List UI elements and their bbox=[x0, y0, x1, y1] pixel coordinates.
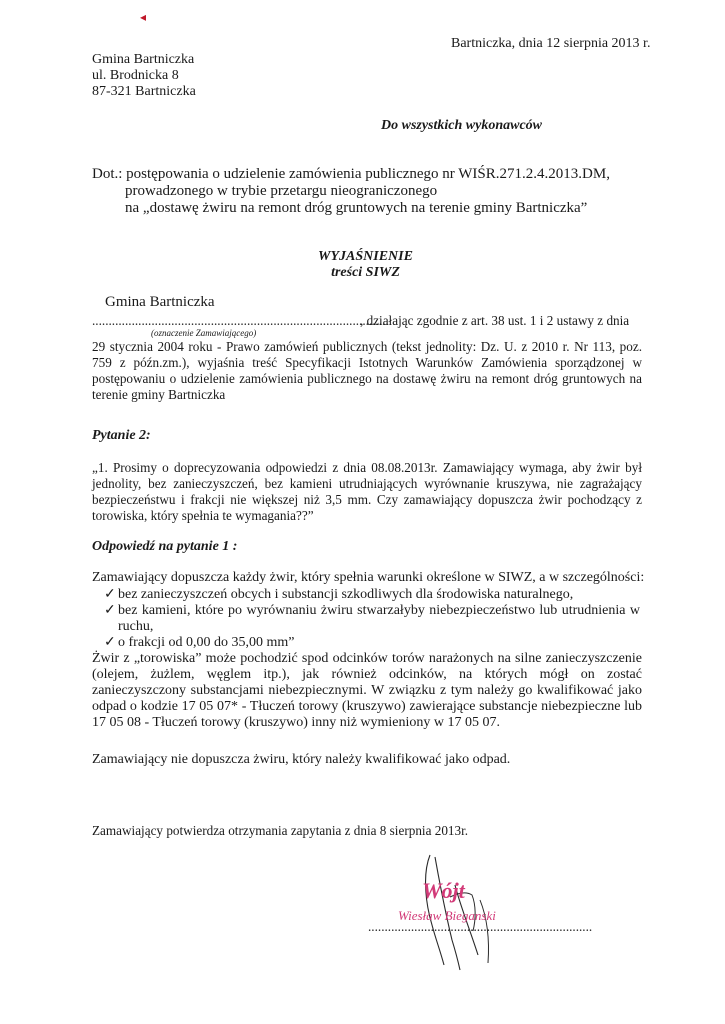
answer-list bbox=[104, 587, 640, 651]
signature-name-stamp: Wiesław Bieganski bbox=[398, 908, 496, 923]
check-icon: ✓ bbox=[104, 603, 116, 618]
signature-block bbox=[360, 845, 593, 975]
list-item bbox=[104, 587, 640, 603]
confirmation-note: Zamawiający potwierdza otrzymania zapytania z dnia 8 sierpnia 2013r. bbox=[92, 823, 469, 838]
answer-paragraph: Żwir z „torowiska” może pochodzić spod odcinków torów narażonych na silne zanieczyszczenie (olejem, żużlem, węglem itp.), jak również odcinków, na których mógł on zostać zanieczyszczony substancjami niebezpiecznymi. W związku z tym należy go kwalifikować jako odpad o kodzie 17 05 07* - Tłuczeń torowy (kruszywo) zawierające substancje niebezpieczne lub 17 05 08 - Tłuczeń torowy (kruszywo) inny niż wymieniony w 17 05 07. bbox=[92, 651, 642, 730]
sender-street: ul. Brodnicka 8 bbox=[92, 68, 179, 83]
margin-mark: ◂ bbox=[140, 10, 147, 24]
answer-intro: Zamawiający dopuszcza każdy żwir, który spełnia warunki określone w SIWZ, a w szczególności: bbox=[92, 570, 645, 585]
answer-closing: Zamawiający nie dopuszcza żwiru, który należy kwalifikować jako odpad. bbox=[92, 752, 511, 767]
signature-title-stamp: Wójt bbox=[422, 878, 465, 903]
intro-entity-caption: (oznaczenie Zamawiającego) bbox=[151, 328, 257, 338]
recipient: Do wszystkich wykonawców bbox=[381, 118, 543, 133]
subject-line-1: Dot.: postępowania o udzielenie zamówienia publicznego nr WIŚR.271.2.4.2013.DM, bbox=[92, 166, 610, 182]
list-item-text: o frakcji od 0,00 do 35,00 mm” bbox=[118, 635, 295, 650]
intro-body: 29 stycznia 2004 roku - Prawo zamówień publicznych (tekst jednolity: Dz. U. z 2010 r. Nr 113, poz. 759 z późn.zm.), wyjaśnia treść Specyfikacji Istotnych Warunków Zamówienia sporządzonej w postępowaniu o udzielenie zamówienia publicznego na dostawę żwiru na remont dróg gruntowych na terenie gminy Bartniczka bbox=[92, 339, 642, 402]
subject-line-2: prowadzonego w trybie przetargu nieograniczonego bbox=[125, 183, 438, 199]
question-label: Pytanie 2: bbox=[92, 428, 151, 443]
check-icon: ✓ bbox=[104, 587, 116, 602]
document-heading bbox=[0, 249, 725, 281]
check-icon: ✓ bbox=[104, 635, 116, 650]
heading-line-2: treści SIWZ bbox=[331, 265, 400, 280]
heading-line-1: WYJAŚNIENIE bbox=[318, 249, 413, 264]
intro-entity: Gmina Bartniczka bbox=[105, 294, 215, 310]
sender-block bbox=[92, 52, 196, 100]
list-item-text: bez zanieczyszczeń obcych i substancji szkodliwych dla środowiska naturalnego, bbox=[118, 587, 574, 602]
place-date: Bartniczka, dnia 12 sierpnia 2013 r. bbox=[451, 36, 651, 51]
sender-city: 87-321 Bartniczka bbox=[92, 84, 196, 99]
answer-label: Odpowiedź na pytanie 1 : bbox=[92, 539, 238, 554]
list-item bbox=[104, 603, 640, 635]
question-text: „1. Prosimy o doprecyzowania odpowiedzi z dnia 08.08.2013r. Zamawiający wymaga, aby żwir był jednolity, bez zanieczyszczeń, bez kamieni utrudniających wyrównanie kruszywa, nie zagrażający bezpieczeństwu i frakcji nie większej niż 3,5 mm. Czy zamawiający dopuszcza żwir pochodzący z torowiska, który spełnia te wymagania??” bbox=[92, 460, 642, 523]
signature-dots: .................................................................... bbox=[368, 919, 593, 934]
subject-line-3: na „dostawę żwiru na remont dróg gruntowych na terenie gminy Bartniczka” bbox=[125, 200, 588, 216]
subject-block bbox=[92, 166, 652, 217]
intro-acting: , działając zgodnie z art. 38 ust. 1 i 2 ustawy z dnia bbox=[360, 313, 630, 328]
list-item bbox=[104, 635, 640, 651]
intro-dots: .......................................................................................... bbox=[92, 313, 389, 328]
sender-name: Gmina Bartniczka bbox=[92, 52, 195, 67]
list-item-text: bez kamieni, które po wyrównaniu żwiru stwarzałyby niebezpieczeństwo lub utrudnienia w ruchu, bbox=[118, 603, 640, 634]
